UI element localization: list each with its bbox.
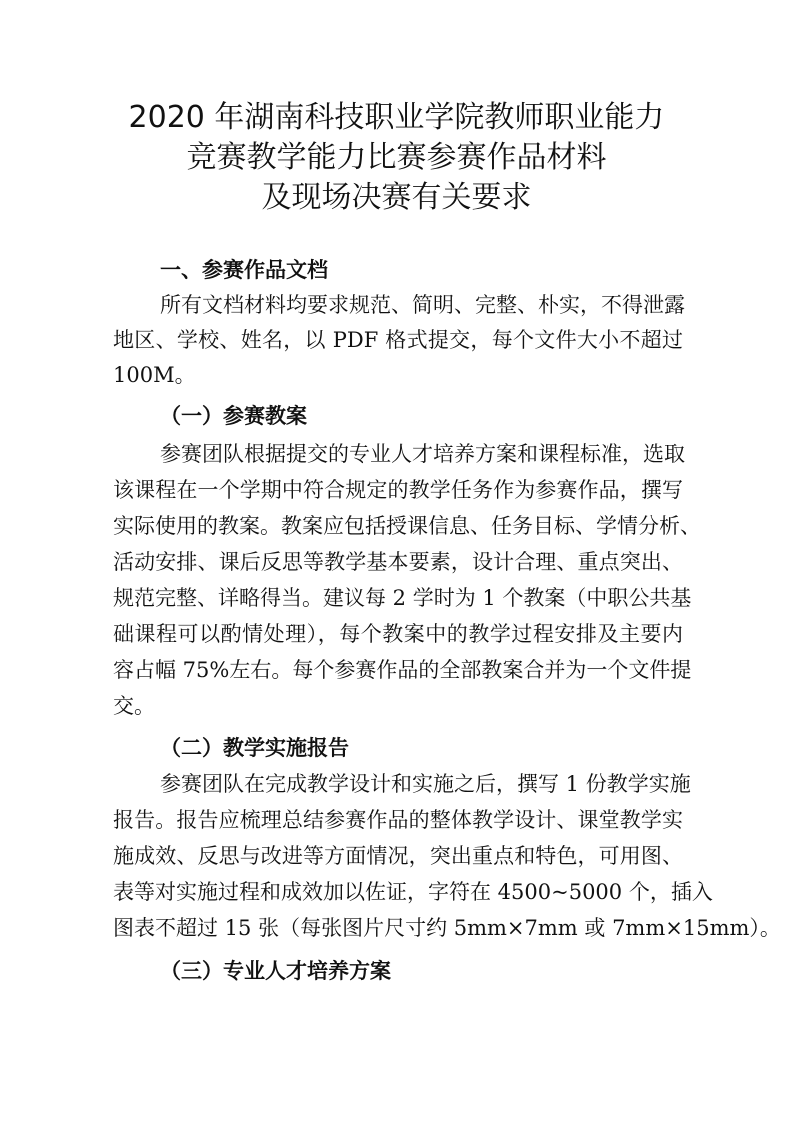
paragraph-line: 础课程可以酌情处理），每个教案中的教学过程安排及主要内 [113, 622, 683, 646]
paragraph-line: 规范完整、详略得当。建议每 2 学时为 1 个教案（中职公共基 [113, 586, 692, 610]
paragraph-line: 交。 [113, 694, 155, 718]
paragraph-line: 参赛团队在完成教学设计和实施之后，撰写 1 份教学实施 [160, 772, 691, 796]
section-heading-documents: 一、参赛作品文档 [160, 258, 328, 282]
paragraph-line: 容占幅 75%左右。每个参赛作品的全部教案合并为一个文件提 [113, 658, 692, 682]
paragraph-line: 报告。报告应梳理总结参赛作品的整体教学设计、课堂教学实 [113, 808, 683, 832]
paragraph-line: 表等对实施过程和成效加以佐证，字符在 4500~5000 个，插入 [113, 880, 713, 904]
paragraph-line: 实际使用的教案。教案应包括授课信息、任务目标、学情分析、 [113, 514, 701, 538]
paragraph-line: 活动安排、课后反思等教学基本要素，设计合理、重点突出、 [113, 550, 683, 574]
subsection-heading-training-plan: （三）专业人才培养方案 [160, 958, 391, 983]
document-title-line-2: 竞赛教学能力比赛参赛作品材料 [186, 140, 607, 175]
document-title-line-1: 2020 年湖南科技职业学院教师职业能力 [128, 100, 665, 135]
paragraph-line: 图表不超过 15 张（每张图片尺寸约 5mm×7mm 或 7mm×15mm）。 [113, 916, 781, 940]
paragraph-line: 该课程在一个学期中符合规定的教学任务作为参赛作品，撰写 [113, 478, 683, 502]
paragraph-line: 施成效、反思与改进等方面情况，突出重点和特色，可用图、 [113, 844, 683, 868]
paragraph-line: 参赛团队根据提交的专业人才培养方案和课程标准，选取 [160, 442, 685, 466]
paragraph-line: 地区、学校、姓名，以 PDF 格式提交，每个文件大小不超过 [113, 328, 683, 352]
paragraph-line: 100M。 [113, 363, 196, 387]
subsection-heading-implementation-report: （二）教学实施报告 [160, 735, 349, 760]
subsection-heading-lesson-plan: （一）参赛教案 [160, 403, 307, 428]
paragraph-line: 所有文档材料均要求规范、简明、完整、朴实，不得泄露 [160, 293, 685, 317]
document-title-line-3: 及现场决赛有关要求 [261, 180, 532, 215]
